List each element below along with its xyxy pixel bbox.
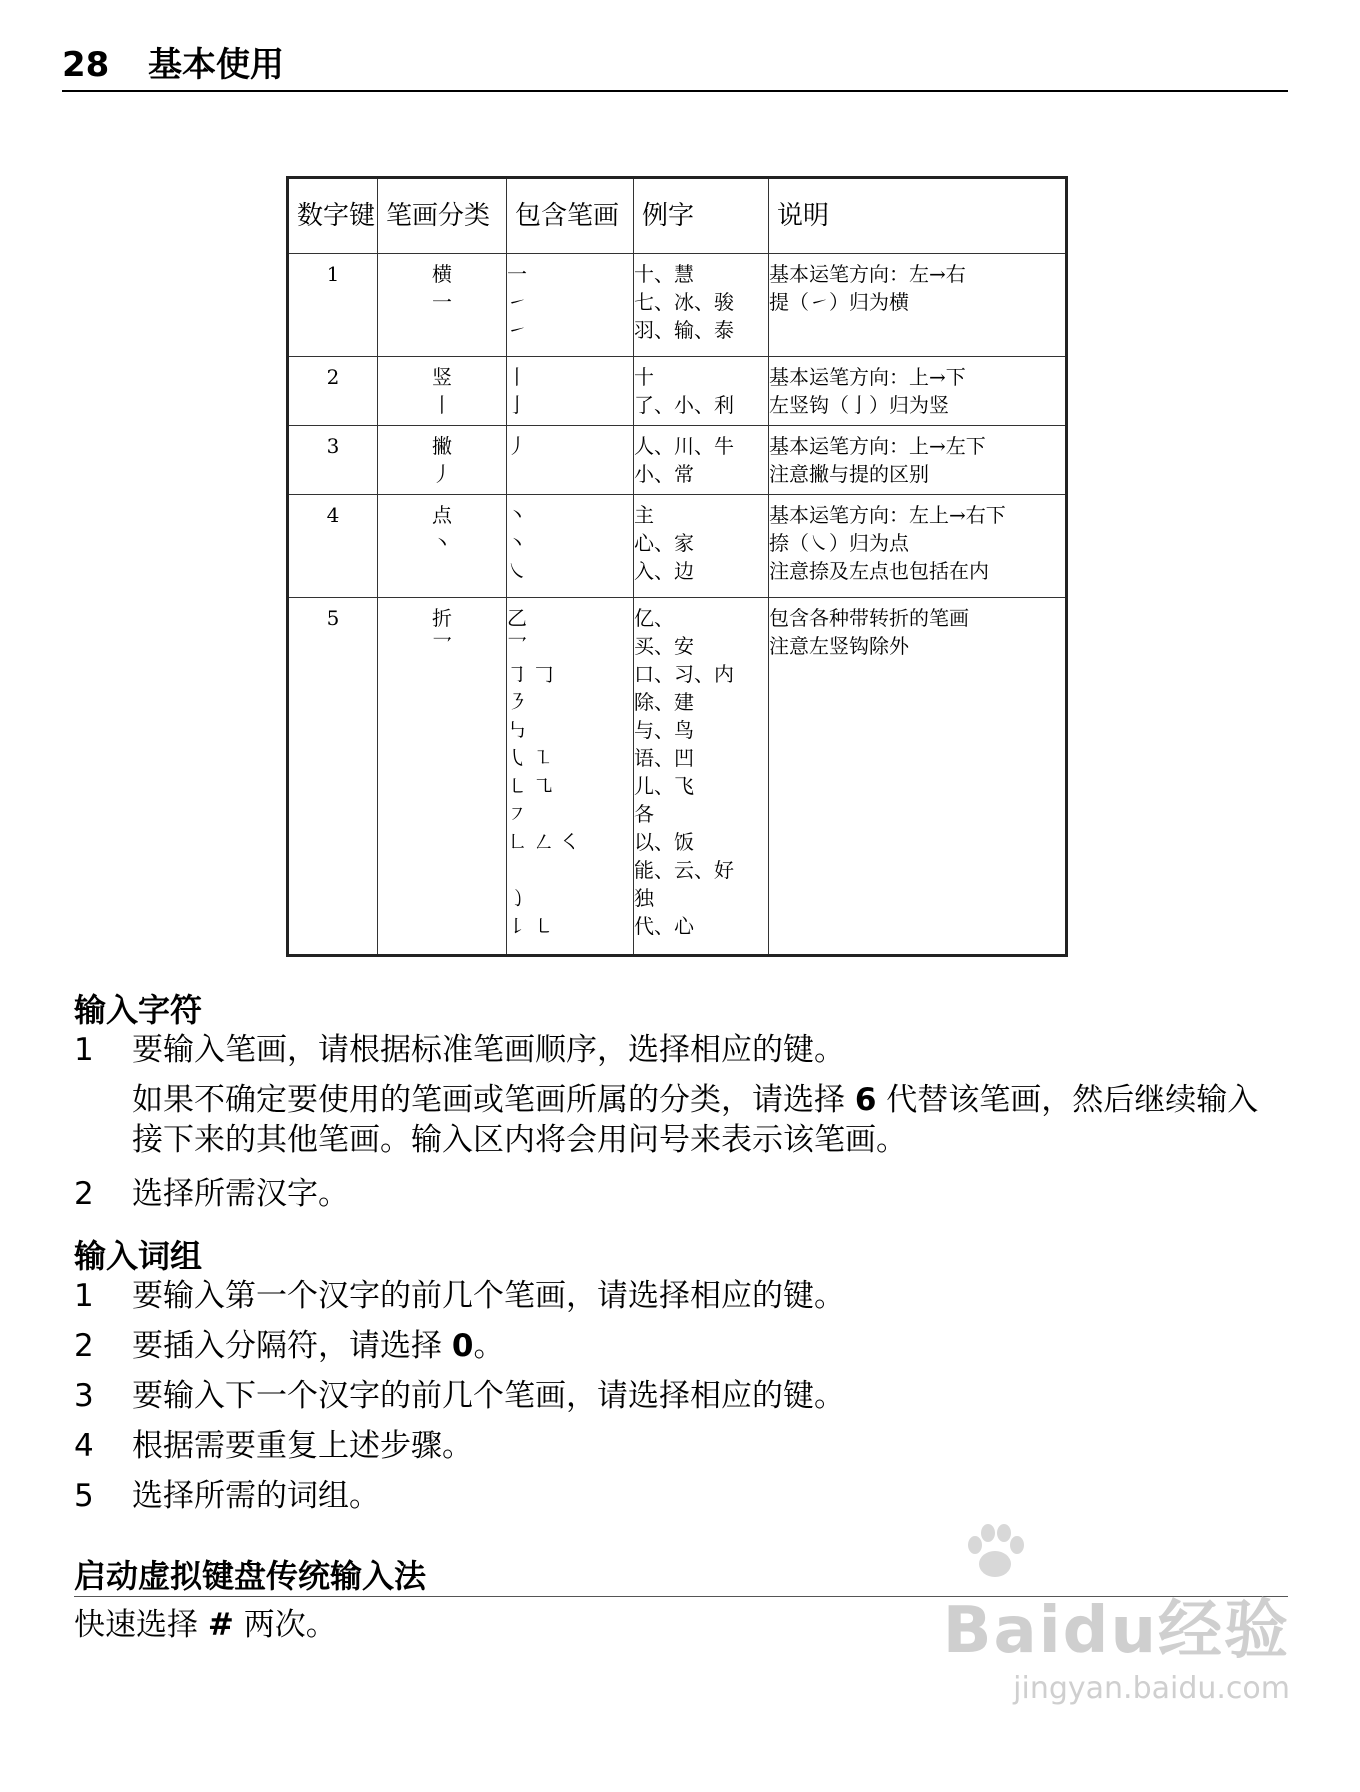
cell-line: 十、慧 xyxy=(634,262,694,286)
cell-line: 丶 xyxy=(432,531,452,555)
stroke-table xyxy=(286,176,1068,957)
cell-line: 5 xyxy=(326,606,340,630)
key-cell xyxy=(288,254,378,357)
cell-line: 注意左竖钩除外 xyxy=(769,634,909,658)
cell-line: 丶 xyxy=(507,503,527,527)
col-header: 包含笔画 xyxy=(507,178,634,254)
text-part: 快速选择 xyxy=(74,1607,208,1643)
examples-cell xyxy=(634,598,769,956)
notes-cell xyxy=(769,426,1067,495)
cell-line: 基本运笔方向：左上→右下 xyxy=(769,503,1006,527)
step-number: 1 xyxy=(74,1032,94,1068)
table-row xyxy=(288,426,1067,495)
cell-line: 3 xyxy=(326,434,340,458)
key-cell xyxy=(288,598,378,956)
note-key: 6 xyxy=(854,1082,877,1118)
cell-line: 注意捺及左点也包括在内 xyxy=(769,559,989,583)
cell-line: 代、心 xyxy=(634,914,694,938)
cell-line: 基本运笔方向：上→左下 xyxy=(769,434,986,458)
cell-line: 乛 xyxy=(507,634,527,658)
cell-line: ㇀ xyxy=(507,290,527,314)
cell-line: 丨 xyxy=(507,365,527,389)
cell-line: 4 xyxy=(326,503,340,527)
cell-line: ㇆ 𠃌 xyxy=(507,662,554,686)
cell-line: ㇋ xyxy=(507,690,527,714)
cell-line: 左竖钩（亅）归为竖 xyxy=(769,393,949,417)
table-row xyxy=(288,357,1067,426)
cell-line: ㇗ ㇜ ㇛ xyxy=(507,830,580,854)
cell-line: 与、鸟 xyxy=(634,718,694,742)
step-number: 2 xyxy=(74,1328,94,1364)
page-title: 基本使用 xyxy=(148,45,284,85)
cell-line: 1 xyxy=(326,262,340,286)
strokes-cell xyxy=(507,495,634,598)
page-number: 28 xyxy=(62,45,110,85)
cell-line: 以、饭 xyxy=(634,830,694,854)
step-number: 4 xyxy=(74,1428,94,1464)
cell-line: 丿 xyxy=(432,462,452,486)
examples-cell xyxy=(634,254,769,357)
notes-cell xyxy=(769,495,1067,598)
cell-line: 折 xyxy=(432,606,452,630)
col-header: 数字键 xyxy=(288,178,378,254)
cell-line: 入、边 xyxy=(634,559,694,583)
cell-line: 口、习、内 xyxy=(634,662,734,686)
step-number: 3 xyxy=(74,1378,94,1414)
category-cell xyxy=(378,598,507,956)
strokes-cell xyxy=(507,426,634,495)
section-input-char xyxy=(74,990,1288,1224)
table-row xyxy=(288,495,1067,598)
strokes-cell xyxy=(507,254,634,357)
cell-line: 各 xyxy=(634,802,654,826)
notes-cell xyxy=(769,357,1067,426)
table-header-row xyxy=(288,178,1067,254)
cell-line: 点 xyxy=(432,503,452,527)
watermark-url: jingyan.baidu.com xyxy=(1013,1671,1290,1706)
list-item xyxy=(74,1276,1288,1316)
cell-line: 十 xyxy=(634,365,654,389)
col-header: 说明 xyxy=(769,178,1067,254)
cell-line: 丶 xyxy=(507,531,527,555)
list-item xyxy=(74,1326,1288,1366)
list-item xyxy=(74,1376,1288,1416)
cell-line: 包含各种带转折的笔画 xyxy=(769,606,969,630)
cell-line: 主 xyxy=(634,503,654,527)
cell-line: 心、家 xyxy=(634,531,694,555)
cell-line: ㇇ xyxy=(507,802,527,826)
cell-line: 亅 xyxy=(507,393,527,417)
note-text: 如果不确定要使用的笔画或笔画所属的分类，请选择 xyxy=(132,1082,855,1118)
cell-line: 竖 xyxy=(432,365,452,389)
section-title: 输入字符 xyxy=(74,991,203,1029)
step-text: 要输入下一个汉字的前几个笔画，请选择相应的键。 xyxy=(132,1378,845,1414)
cell-line: 除、建 xyxy=(634,690,694,714)
category-cell xyxy=(378,495,507,598)
col-header: 例字 xyxy=(634,178,769,254)
key-cell xyxy=(288,495,378,598)
list-item xyxy=(74,1426,1288,1466)
cell-line: 儿、飞 xyxy=(634,774,694,798)
text-part: 两次。 xyxy=(233,1607,337,1643)
cell-line: 横 xyxy=(432,262,452,286)
cell-line: 2 xyxy=(326,365,340,389)
cell-line xyxy=(507,856,633,884)
cell-line: ㇀ xyxy=(507,318,527,342)
examples-cell xyxy=(634,357,769,426)
cell-line: 买、安 xyxy=(634,634,694,658)
step-text xyxy=(132,1326,1288,1366)
step-text-part: 要插入分隔符，请选择 xyxy=(132,1328,452,1364)
notes-cell xyxy=(769,598,1067,956)
strokes-cell xyxy=(507,357,634,426)
cell-line: 了、小、利 xyxy=(634,393,734,417)
notes-cell xyxy=(769,254,1067,357)
list-item xyxy=(74,1030,1288,1070)
cell-line: 乛 xyxy=(432,634,452,658)
step-note xyxy=(74,1080,1288,1160)
table-row xyxy=(288,254,1067,357)
cell-line: 注意撇与提的区别 xyxy=(769,462,929,486)
key-cell xyxy=(288,426,378,495)
cell-line: ㇏ xyxy=(507,559,527,583)
section-title: 输入词组 xyxy=(74,1237,203,1275)
step-text: 要输入笔画，请根据标准笔画顺序，选择相应的键。 xyxy=(132,1032,845,1068)
step-number: 2 xyxy=(74,1176,94,1212)
note-text: 代替该笔画，然后继续输入接下来的其他笔画。输入区内将会用问号来表示该笔画。 xyxy=(132,1082,1259,1158)
category-cell xyxy=(378,426,507,495)
cell-line: ㇙ ㇄ xyxy=(507,914,554,938)
cell-line: ㇄ ㇈ xyxy=(507,774,554,798)
cell-line: 羽、输、泰 xyxy=(634,318,734,342)
examples-cell xyxy=(634,426,769,495)
step-text: 要输入第一个汉字的前几个笔画，请选择相应的键。 xyxy=(132,1278,845,1314)
cell-line: 人、川、牛 xyxy=(634,434,734,458)
cell-line: 基本运笔方向：上→下 xyxy=(769,365,966,389)
step-text: 选择所需汉字。 xyxy=(132,1176,349,1212)
cell-line: 捺（㇏）归为点 xyxy=(769,531,909,555)
step-number: 1 xyxy=(74,1278,94,1314)
step-text-part: 。 xyxy=(473,1328,505,1364)
cell-line: 一 xyxy=(432,290,452,314)
cell-line: 丨 xyxy=(432,393,452,417)
list-item xyxy=(74,1476,1288,1516)
watermark-logo: Baidu经验 xyxy=(942,1594,1290,1668)
cell-line: 能、云、好 xyxy=(634,858,734,882)
cell-line: 乙 xyxy=(507,606,527,630)
cell-line: ㇁ xyxy=(507,886,527,910)
cell-line: 一 xyxy=(507,262,527,286)
cell-line: ㇂ ㇅ xyxy=(507,746,554,770)
cell-line: 七、冰、骏 xyxy=(634,290,734,314)
watermark xyxy=(943,1579,1290,1706)
cell-line: 基本运笔方向：左→右 xyxy=(769,262,966,286)
table-row xyxy=(288,598,1067,956)
strokes-cell xyxy=(507,598,634,956)
cell-line: 撇 xyxy=(432,434,452,458)
cell-line: 亿、 xyxy=(634,606,674,630)
cell-line: 语、凹 xyxy=(634,746,694,770)
col-header: 笔画分类 xyxy=(378,178,507,254)
cell-line: 小、常 xyxy=(634,462,694,486)
category-cell xyxy=(378,357,507,426)
cell-line: 独 xyxy=(634,886,654,910)
cell-line: 丿 xyxy=(507,434,527,458)
step-text: 选择所需的词组。 xyxy=(132,1478,380,1514)
key-cell xyxy=(288,357,378,426)
key-symbol: # xyxy=(207,1607,234,1643)
category-cell xyxy=(378,254,507,357)
paw-icon xyxy=(960,1519,1030,1589)
cell-line: ㇉ xyxy=(507,718,527,742)
section-title: 启动虚拟键盘传统输入法 xyxy=(74,1556,1288,1597)
examples-cell xyxy=(634,495,769,598)
step-text: 根据需要重复上述步骤。 xyxy=(132,1428,473,1464)
page-header xyxy=(62,44,1288,92)
step-key: 0 xyxy=(451,1328,474,1364)
list-item xyxy=(74,1174,1288,1214)
cell-line: 提（㇀）归为横 xyxy=(769,290,909,314)
section-input-phrase xyxy=(74,1236,1288,1526)
step-number: 5 xyxy=(74,1478,94,1514)
